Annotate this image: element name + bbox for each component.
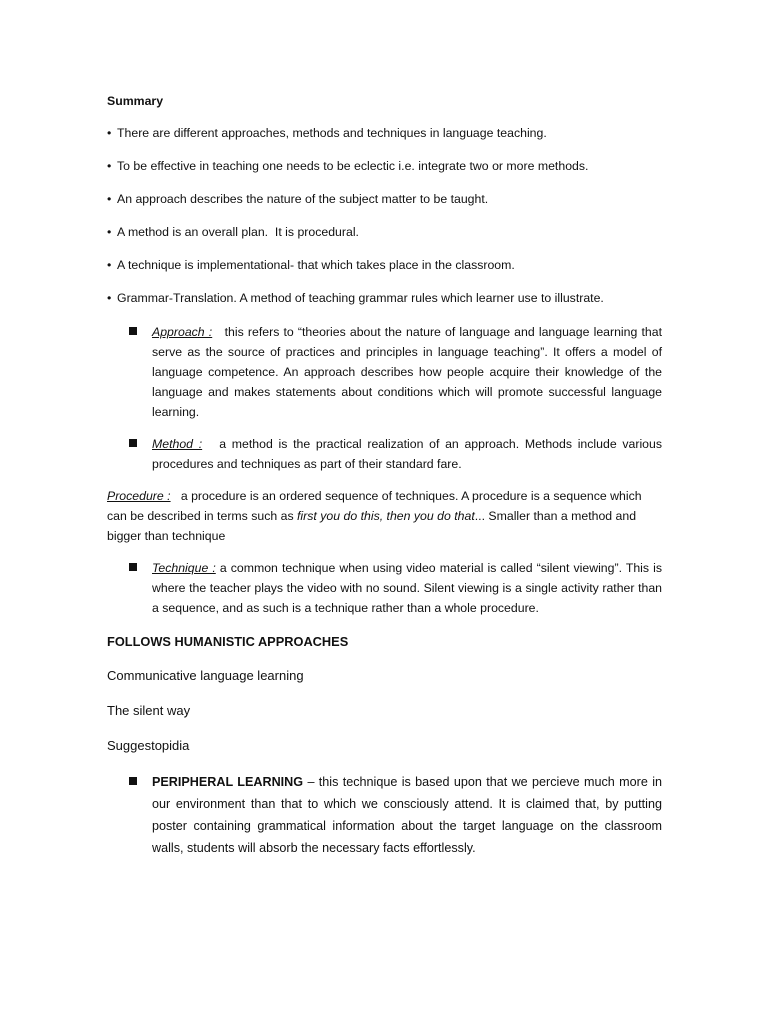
humanistic-heading: FOLLOWS HUMANISTIC APPROACHES (107, 634, 349, 649)
procedure-paragraph (107, 486, 662, 546)
summary-bullet (107, 255, 662, 275)
square-bullet-icon (129, 439, 137, 447)
square-bullet-icon (129, 777, 137, 785)
bullet-dot: • (107, 225, 112, 239)
peripheral-text: – this technique is based upon that we percieve much more in our environment than that to which we consciously attend. It is claimed that, by putting poster containing grammatical information about the target language on the classroom walls, students will absorb the necessary facts effortlessly. (152, 775, 662, 855)
humanistic-item: Suggestopidia (107, 738, 190, 753)
summary-title: Summary (107, 94, 164, 108)
summary-bullet-text: To be effective in teaching one needs to be eclectic i.e. integrate two or more methods. (117, 159, 589, 173)
summary-bullet-text: Grammar-Translation. A method of teaching grammar rules which learner use to illustrate. (117, 291, 604, 305)
square-bullet-icon (129, 327, 137, 335)
summary-bullet (107, 156, 662, 176)
technique-text: a common technique when using video material is called “silent viewing”. This is where the teacher plays the video with no sound. Silent viewing is a single activity rather than a sequence, and as such is a technique rather than a whole procedure. (152, 561, 662, 615)
summary-bullet-text: A technique is implementational- that which takes place in the classroom. (117, 258, 515, 272)
approach-text: this refers to “theories about the nature of language and language learning that serve as the source of practices and principles in language teaching”. It offers a model of language competence. An approach describes how people acquire their knowledge of the language and makes statements about conditions which will promote successful language learning. (152, 325, 662, 419)
summary-bullet (107, 189, 662, 209)
square-bullet-icon (129, 563, 137, 571)
humanistic-item: Communicative language learning (107, 668, 304, 683)
summary-bullet (107, 288, 662, 308)
procedure-text-end: ... Smaller than a method and bigger than technique (107, 509, 637, 543)
method-item (107, 434, 662, 474)
summary-bullet (107, 222, 662, 242)
peripheral-term: PERIPHERAL LEARNING (152, 775, 304, 789)
peripheral-learning-item (107, 771, 662, 859)
bullet-dot: • (107, 291, 112, 305)
technique-item (107, 558, 662, 618)
procedure-italic-text: first you do this, then you do that (297, 509, 475, 523)
procedure-term: Procedure : (107, 489, 171, 503)
bullet-dot: • (107, 159, 112, 173)
approach-item (107, 322, 662, 422)
summary-bullet-text: There are different approaches, methods and techniques in language teaching. (117, 126, 547, 140)
technique-term: Technique : (152, 561, 216, 575)
summary-bullet (107, 123, 662, 143)
summary-bullet-text: An approach describes the nature of the subject matter to be taught. (117, 192, 489, 206)
bullet-dot: • (107, 126, 112, 140)
method-term: Method : (152, 437, 203, 451)
bullet-dot: • (107, 258, 112, 272)
procedure-text: a procedure is an ordered sequence of techniques. A procedure is a sequence which can be described in terms such as (107, 489, 642, 523)
bullet-dot: • (107, 192, 112, 206)
document-content (107, 92, 662, 859)
humanistic-item: The silent way (107, 703, 191, 718)
summary-bullet-text: A method is an overall plan. It is procedural. (117, 225, 359, 239)
method-text: a method is the practical realization of an approach. Methods include various procedures and techniques as part of their standard fare. (152, 437, 663, 471)
approach-term: Approach : (152, 325, 213, 339)
